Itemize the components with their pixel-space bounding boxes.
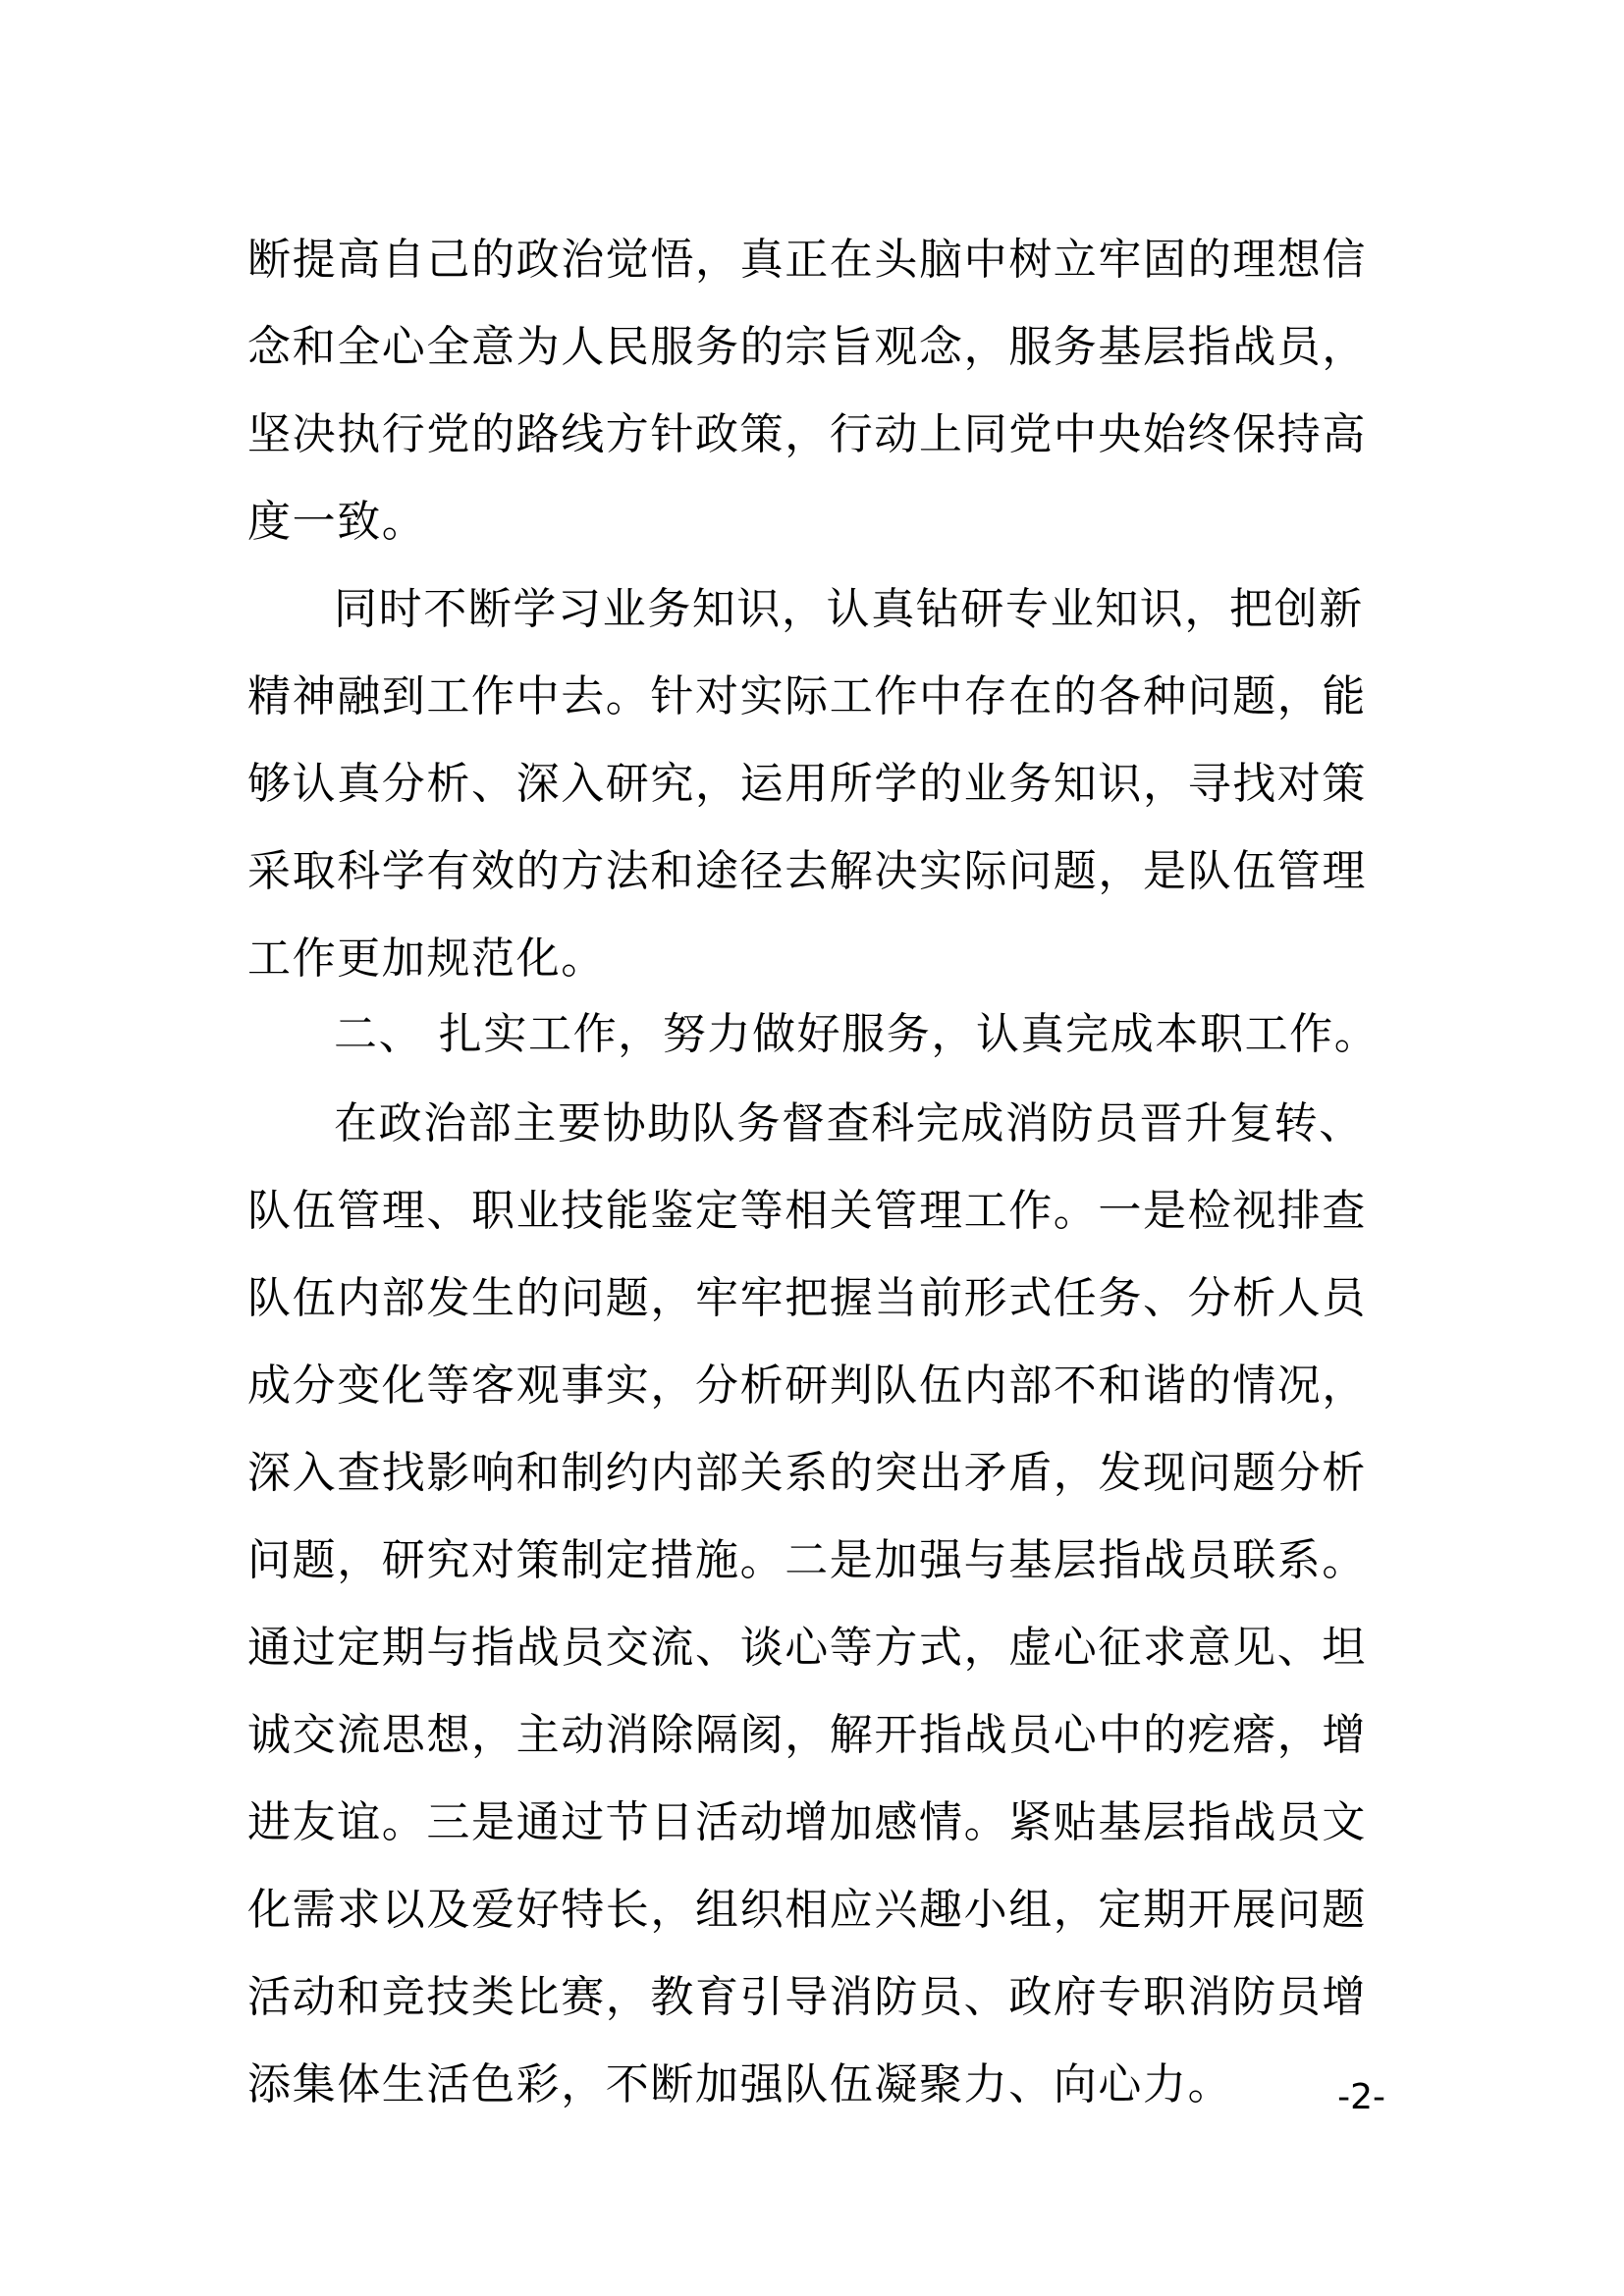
paragraph-first-line: 同时不断学习业务知识，认真钻研专业知识，把创新 — [334, 584, 1364, 634]
body-line: 添集体生活色彩，不断加强队伍凝聚力、向心力。 — [247, 2059, 1233, 2109]
body-line: 采取科学有效的方法和途径去解决实际问题，是队伍管理 — [247, 846, 1367, 896]
body-line: 深入查找影响和制约内部关系的突出矛盾，发现问题分析 — [247, 1448, 1367, 1498]
body-line: 够认真分析、深入研究，运用所学的业务知识，寻找对策 — [247, 759, 1367, 809]
body-line: 坚决执行党的路线方针政策，行动上同党中央始终保持高 — [247, 409, 1367, 459]
body-line: 队伍管理、职业技能鉴定等相关管理工作。一是检视排查 — [247, 1186, 1367, 1236]
body-line: 度一致。 — [247, 497, 427, 547]
body-line: 诚交流思想，主动消除隔阂，解开指战员心中的疙瘩，增 — [247, 1710, 1367, 1760]
page-number: -2- — [1337, 2077, 1385, 2117]
body-line: 活动和竞技类比赛，教育引导消防员、政府专职消防员增 — [247, 1972, 1367, 2022]
body-line: 问题，研究对策制定措施。二是加强与基层指战员联系。 — [247, 1535, 1367, 1585]
body-line: 工作更加规范化。 — [247, 934, 606, 984]
body-line: 念和全心全意为人民服务的宗旨观念，服务基层指战员， — [247, 322, 1367, 372]
body-line: 成分变化等客观事实，分析研判队伍内部不和谐的情况， — [247, 1361, 1367, 1411]
body-line: 通过定期与指战员交流、谈心等方式，虚心征求意见、坦 — [247, 1623, 1367, 1673]
section-heading: 二、 扎实工作，努力做好服务，认真完成本职工作。 — [334, 1009, 1380, 1059]
body-line: 断提高自己的政治觉悟，真正在头脑中树立牢固的理想信 — [247, 235, 1367, 285]
body-line: 化需求以及爱好特长，组织相应兴趣小组，定期开展问题 — [247, 1885, 1367, 1935]
body-line: 队伍内部发生的问题，牢牢把握当前形式任务、分析人员 — [247, 1273, 1367, 1323]
paragraph-first-line: 在政治部主要协助队务督查科完成消防员晋升复转、 — [334, 1098, 1364, 1148]
body-line: 进友谊。三是通过节日活动增加感情。紧贴基层指战员文 — [247, 1797, 1367, 1847]
body-line: 精神融到工作中去。针对实际工作中存在的各种问题，能 — [247, 671, 1367, 721]
